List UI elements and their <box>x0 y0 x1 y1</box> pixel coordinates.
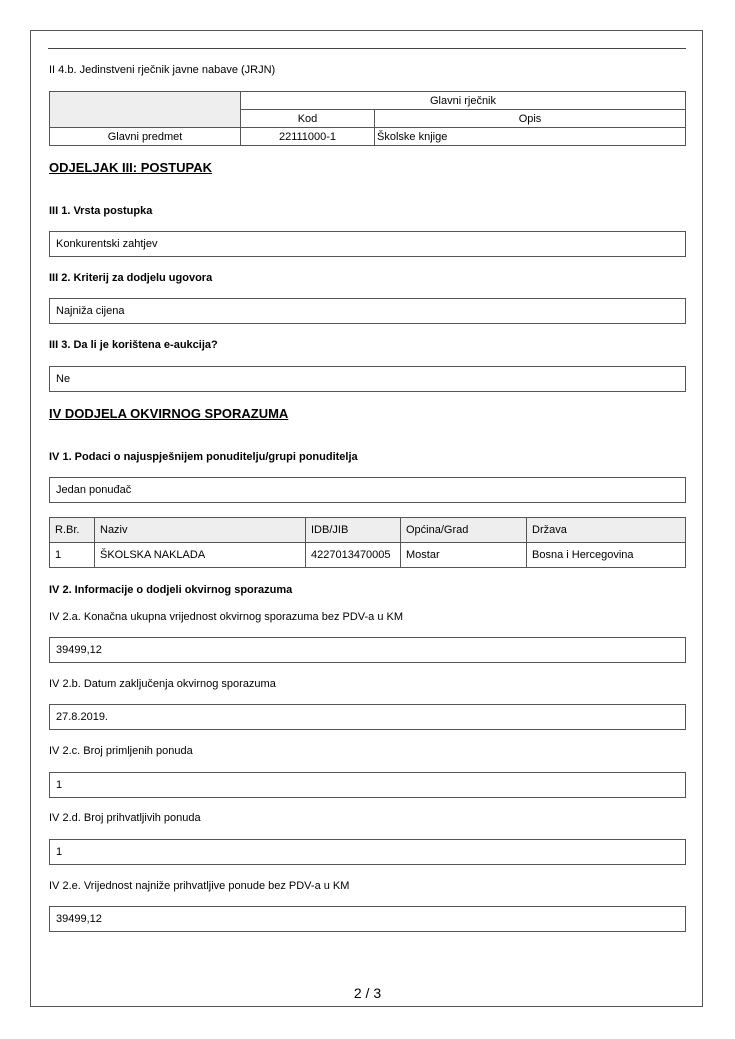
jrjn-row-label: Glavni predmet <box>50 128 241 146</box>
winners-table <box>49 517 686 568</box>
q-e-aukcija-label: III 3. Da li je korištena e-aukcija? <box>49 339 218 351</box>
q-kriterij-label: III 2. Kriterij za dodjelu ugovora <box>49 272 213 284</box>
q-vrsta-postupka-label: III 1. Vrsta postupka <box>49 205 153 217</box>
top-divider <box>48 48 686 49</box>
page-number: 2 / 3 <box>353 985 382 1001</box>
q-prihvatljive-label: IV 2.d. Broj prihvatljivih ponuda <box>49 812 201 824</box>
winners-cell: 1 <box>50 543 95 568</box>
winners-header-cell: Općina/Grad <box>401 518 527 543</box>
winners-header-row <box>50 518 686 543</box>
q-informacije-label: IV 2. Informacije o dodjeli okvirnog sporazuma <box>49 584 293 596</box>
jrjn-row-kod: 22111000-1 <box>241 128 375 146</box>
q-datum-label: IV 2.b. Datum zaključenja okvirnog sporazuma <box>49 678 276 690</box>
q-primljene-value: 1 <box>49 772 686 798</box>
q-datum-value: 27.8.2019. <box>49 704 686 730</box>
q-e-aukcija-value: Ne <box>49 366 686 392</box>
q-vrijednost-label: IV 2.a. Konačna ukupna vrijednost okvirnog sporazuma bez PDV-a u KM <box>49 611 404 623</box>
q-najniza-label: IV 2.e. Vrijednost najniže prihvatljive ponude bez PDV-a u KM <box>49 880 350 892</box>
q-ponuditelj-value: Jedan ponuđač <box>49 477 686 503</box>
winners-cell: Mostar <box>401 543 527 568</box>
jrjn-col-opis: Opis <box>375 110 686 128</box>
q-vrsta-postupka-value: Konkurentski zahtjev <box>49 231 686 257</box>
winners-cell: Bosna i Hercegovina <box>527 543 686 568</box>
winners-header-cell: Naziv <box>95 518 306 543</box>
q-kriterij-value: Najniža cijena <box>49 298 686 324</box>
table-row <box>50 543 686 568</box>
winners-header-cell: R.Br. <box>50 518 95 543</box>
q-ponuditelj-label: IV 1. Podaci o najuspješnijem ponuditelju/grupi ponuditelja <box>49 451 358 463</box>
jrjn-empty-cell <box>50 92 241 128</box>
q-prihvatljive-value: 1 <box>49 839 686 865</box>
jrjn-group-header: Glavni rječnik <box>241 92 686 110</box>
q-najniza-value: 39499,12 <box>49 906 686 932</box>
jrjn-table <box>49 91 686 146</box>
jrjn-row-opis: Školske knjige <box>375 128 686 146</box>
jrjn-col-kod: Kod <box>241 110 375 128</box>
section-3-title: ODJELJAK III: POSTUPAK <box>49 160 213 175</box>
jrjn-heading: II 4.b. Jedinstveni rječnik javne nabave (JRJN) <box>49 64 276 76</box>
winners-cell: 4227013470005 <box>306 543 401 568</box>
winners-cell: ŠKOLSKA NAKLADA <box>95 543 306 568</box>
q-primljene-label: IV 2.c. Broj primljenih ponuda <box>49 745 193 757</box>
winners-header-cell: Država <box>527 518 686 543</box>
section-4-title: IV DODJELA OKVIRNOG SPORAZUMA <box>49 406 289 421</box>
winners-header-cell: IDB/JIB <box>306 518 401 543</box>
q-vrijednost-value: 39499,12 <box>49 637 686 663</box>
